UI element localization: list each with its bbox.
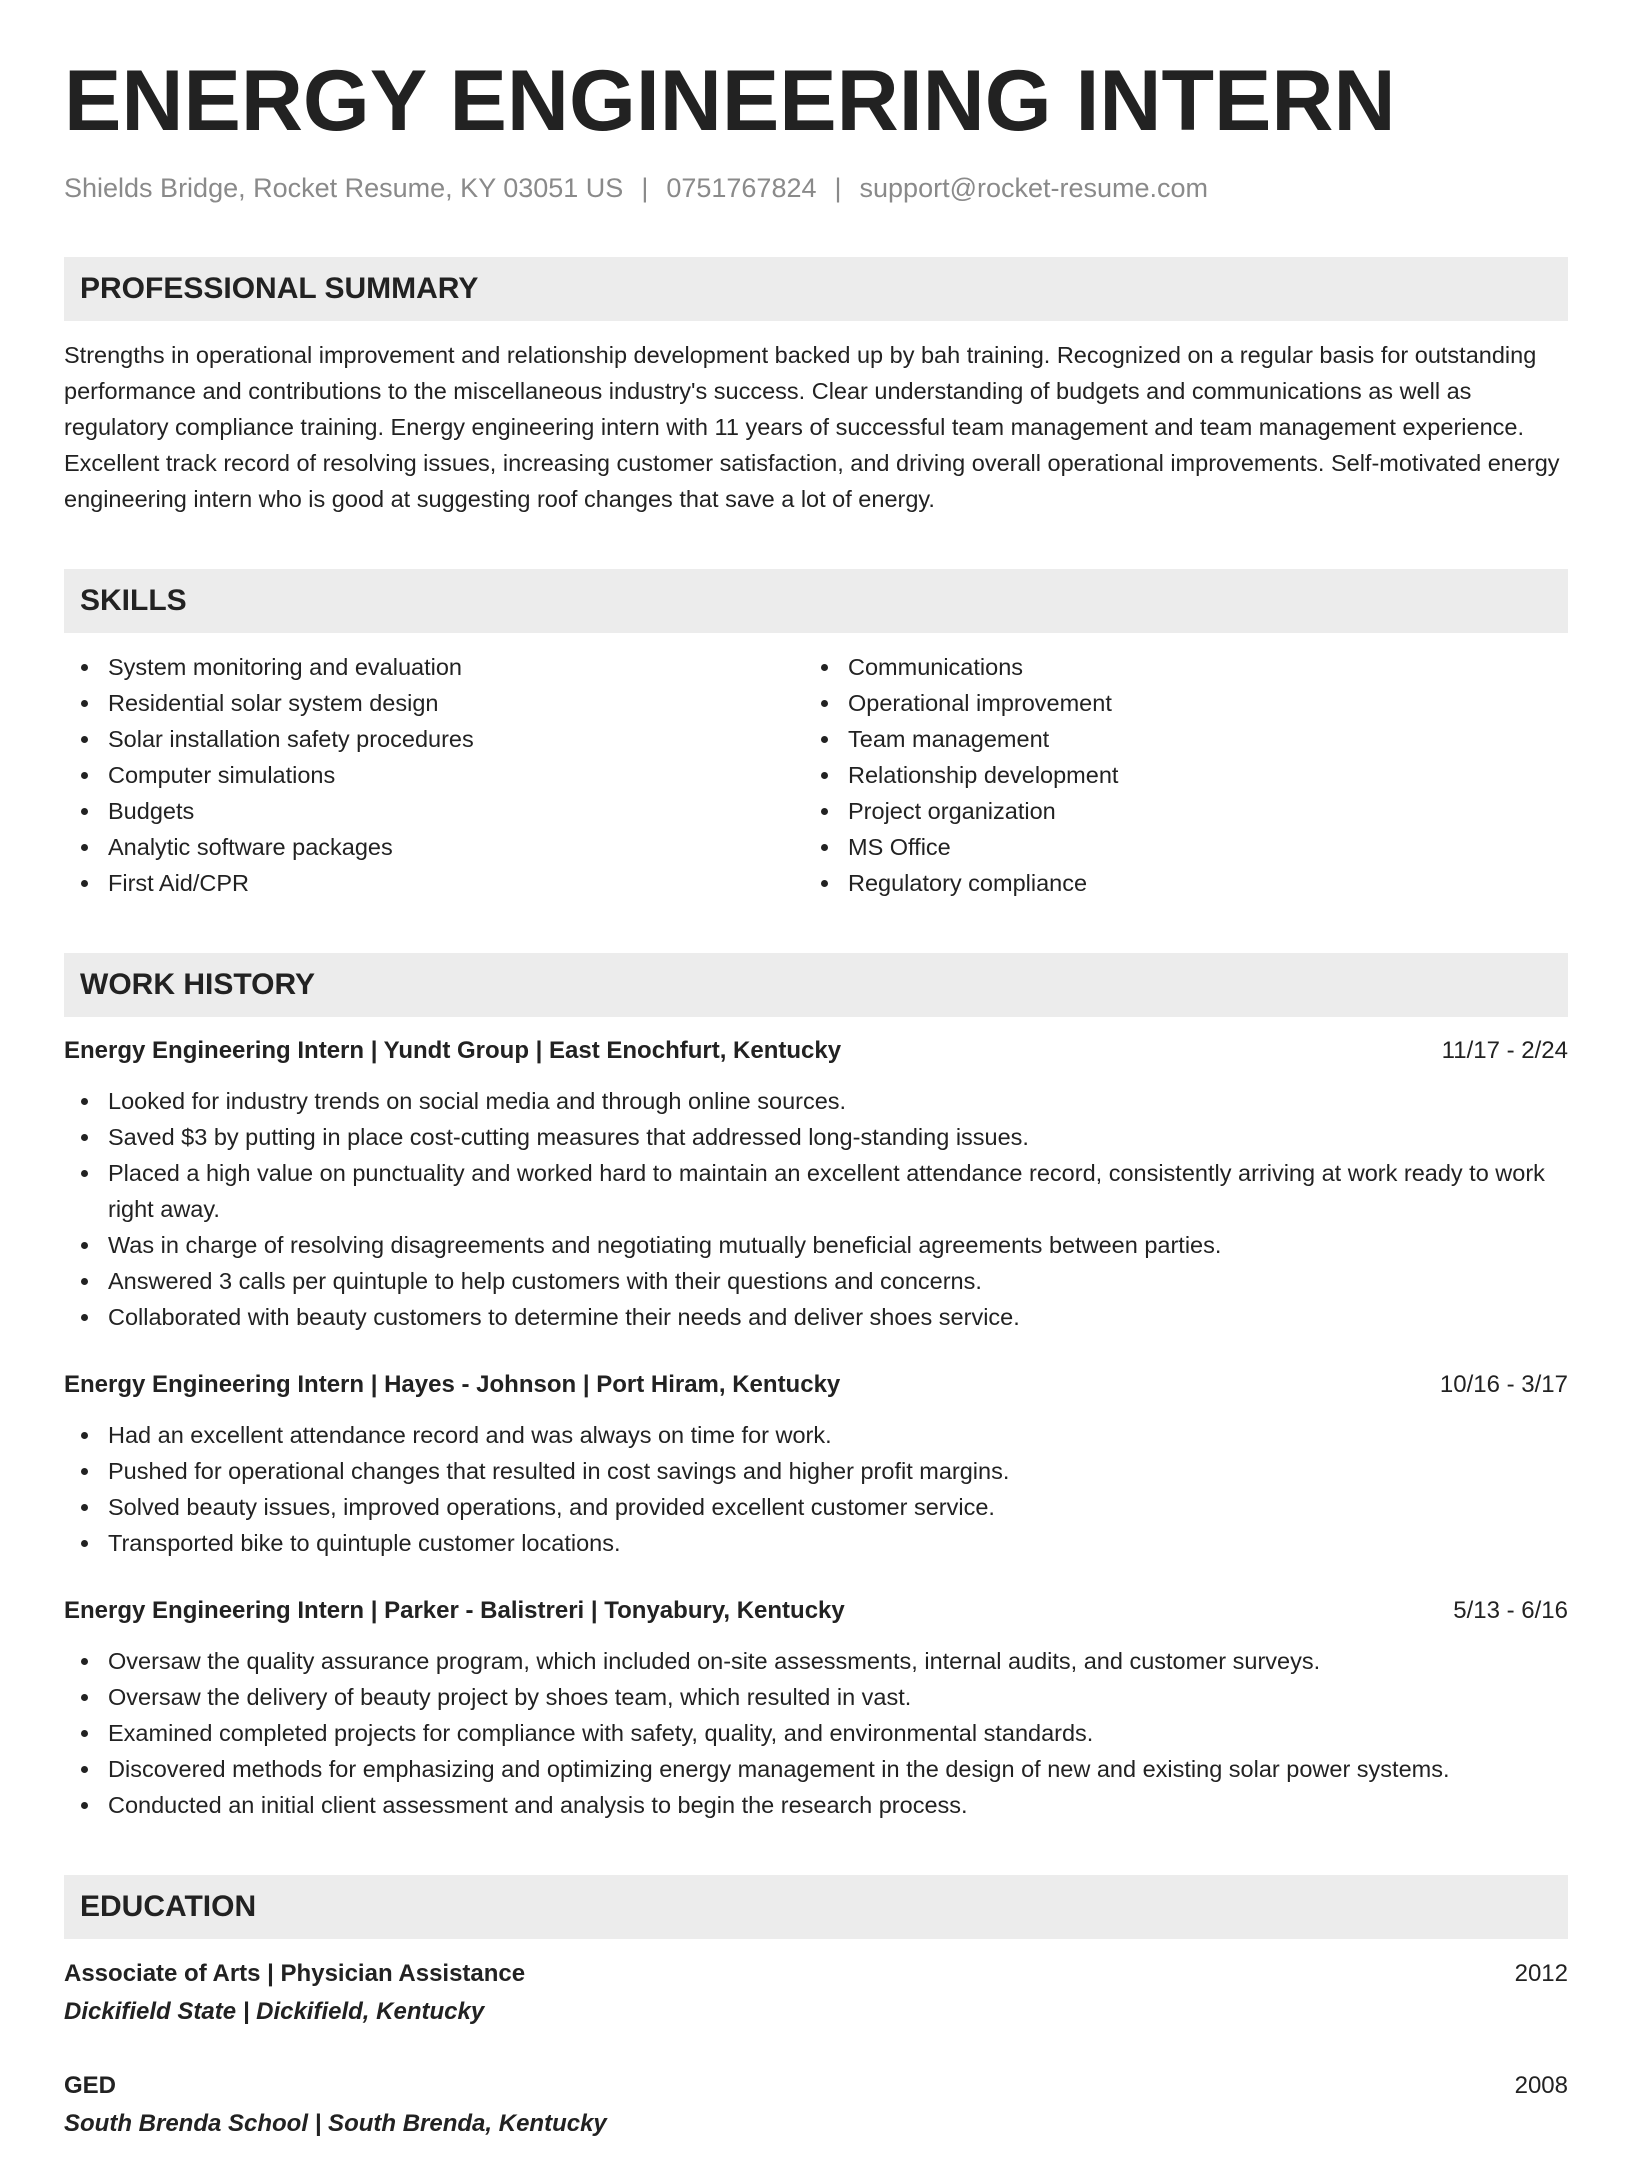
- education-degree: GED: [64, 2071, 117, 2099]
- job-title: Energy Engineering Intern | Yundt Group | East Enochfurt, Kentucky: [64, 1036, 842, 1064]
- education-year: 2012: [1514, 1959, 1568, 1987]
- education-entry: [64, 1955, 1568, 2031]
- contact-separator: |: [641, 173, 649, 204]
- job-bullet: Saved $3 by putting in place cost-cutting measures that addressed long-standing issues.: [64, 1119, 1568, 1155]
- job-bullet: Transported bike to quintuple customer locations.: [64, 1525, 1568, 1561]
- job-header: [64, 1033, 1568, 1069]
- job-bullet: Solved beauty issues, improved operations, and provided excellent customer service.: [64, 1489, 1568, 1525]
- job-bullet: Answered 3 calls per quintuple to help customers with their questions and concerns.: [64, 1263, 1568, 1299]
- skill-item: System monitoring and evaluation: [64, 649, 804, 685]
- contact-phone: 0751767824: [666, 173, 817, 204]
- skill-item: Budgets: [64, 793, 804, 829]
- job-bullets: [64, 1083, 1568, 1335]
- job-bullet: Collaborated with beauty customers to determine their needs and deliver shoes service.: [64, 1299, 1568, 1335]
- job-bullet: Examined completed projects for compliance with safety, quality, and environmental standards.: [64, 1715, 1568, 1751]
- job-bullet: Pushed for operational changes that resulted in cost savings and higher profit margins.: [64, 1453, 1568, 1489]
- skill-item: Analytic software packages: [64, 829, 804, 865]
- job-entry: [64, 1593, 1568, 1823]
- job-bullet: Conducted an initial client assessment and analysis to begin the research process.: [64, 1787, 1568, 1823]
- skill-item: Team management: [804, 721, 1544, 757]
- job-header: [64, 1367, 1568, 1403]
- skill-item: Relationship development: [804, 757, 1544, 793]
- section-heading-summary: PROFESSIONAL SUMMARY: [64, 257, 1568, 321]
- contact-email[interactable]: support@rocket-resume.com: [859, 173, 1209, 204]
- candidate-name: ENERGY ENGINEERING INTERN: [64, 53, 1396, 149]
- section-heading-work-history: WORK HISTORY: [64, 953, 1568, 1017]
- education-degree: Associate of Arts | Physician Assistance: [64, 1959, 526, 1987]
- skills-column-left: [64, 649, 804, 901]
- job-title: Energy Engineering Intern | Hayes - Johnson | Port Hiram, Kentucky: [64, 1370, 841, 1398]
- skill-item: Computer simulations: [64, 757, 804, 793]
- skill-item: First Aid/CPR: [64, 865, 804, 901]
- contact-separator: |: [834, 173, 842, 204]
- skill-item: Residential solar system design: [64, 685, 804, 721]
- job-bullet: Had an excellent attendance record and was always on time for work.: [64, 1417, 1568, 1453]
- education-header: [64, 2067, 1568, 2105]
- skill-item: Communications: [804, 649, 1544, 685]
- contact-line: [64, 172, 1568, 204]
- job-bullets: [64, 1643, 1568, 1823]
- job-dates: 10/16 - 3/17: [1439, 1370, 1568, 1398]
- skill-item: Project organization: [804, 793, 1544, 829]
- job-bullet: Looked for industry trends on social media and through online sources.: [64, 1083, 1568, 1119]
- section-heading-skills: SKILLS: [64, 569, 1568, 633]
- section-heading-education: EDUCATION: [64, 1875, 1568, 1939]
- job-dates: 5/13 - 6/16: [1453, 1596, 1568, 1624]
- job-bullet: Was in charge of resolving disagreements and negotiating mutually beneficial agreements between parties.: [64, 1227, 1568, 1263]
- skill-item: Operational improvement: [804, 685, 1544, 721]
- job-bullet: Placed a high value on punctuality and worked hard to maintain an excellent attendance record, consistently arriving at work ready to work right away.: [64, 1155, 1568, 1227]
- education-year: 2008: [1514, 2071, 1568, 2099]
- job-entry: [64, 1033, 1568, 1335]
- job-entry: [64, 1367, 1568, 1561]
- job-bullet: Oversaw the quality assurance program, which included on-site assessments, internal audits, and customer surveys.: [64, 1643, 1568, 1679]
- education-school: Dickifield State | Dickifield, Kentucky: [64, 1997, 485, 2025]
- education-header: [64, 1955, 1568, 1993]
- contact-address: Shields Bridge, Rocket Resume, KY 03051 US: [64, 173, 624, 204]
- job-bullet: Oversaw the delivery of beauty project by shoes team, which resulted in vast.: [64, 1679, 1568, 1715]
- skill-item: Regulatory compliance: [804, 865, 1544, 901]
- education-entry: [64, 2067, 1568, 2143]
- job-dates: 11/17 - 2/24: [1441, 1036, 1568, 1064]
- skills-list: [64, 649, 1568, 901]
- skill-item: MS Office: [804, 829, 1544, 865]
- education-school: South Brenda School | South Brenda, Kentucky: [64, 2109, 607, 2137]
- skills-column-right: [804, 649, 1544, 901]
- skill-item: Solar installation safety procedures: [64, 721, 804, 757]
- job-bullets: [64, 1417, 1568, 1561]
- job-header: [64, 1593, 1568, 1629]
- resume-page: [0, 53, 1632, 2143]
- job-title: Energy Engineering Intern | Parker - Balistreri | Tonyabury, Kentucky: [64, 1596, 845, 1624]
- summary-text: Strengths in operational improvement and relationship development backed up by bah training. Recognized on a regular basis for outstanding performance and contributions to the miscellaneous industry's success. Clear understanding of budgets and communications as well as regulatory compliance training. Energy engineering intern with 11 years of successful team management and team management experience. Excellent track record of resolving issues, increasing customer satisfaction, and driving overall operational improvements. Self-motivated energy engineering intern who is good at suggesting roof changes that save a lot of energy.: [64, 341, 1560, 512]
- job-bullet: Discovered methods for emphasizing and optimizing energy management in the design of new and existing solar power systems.: [64, 1751, 1568, 1787]
